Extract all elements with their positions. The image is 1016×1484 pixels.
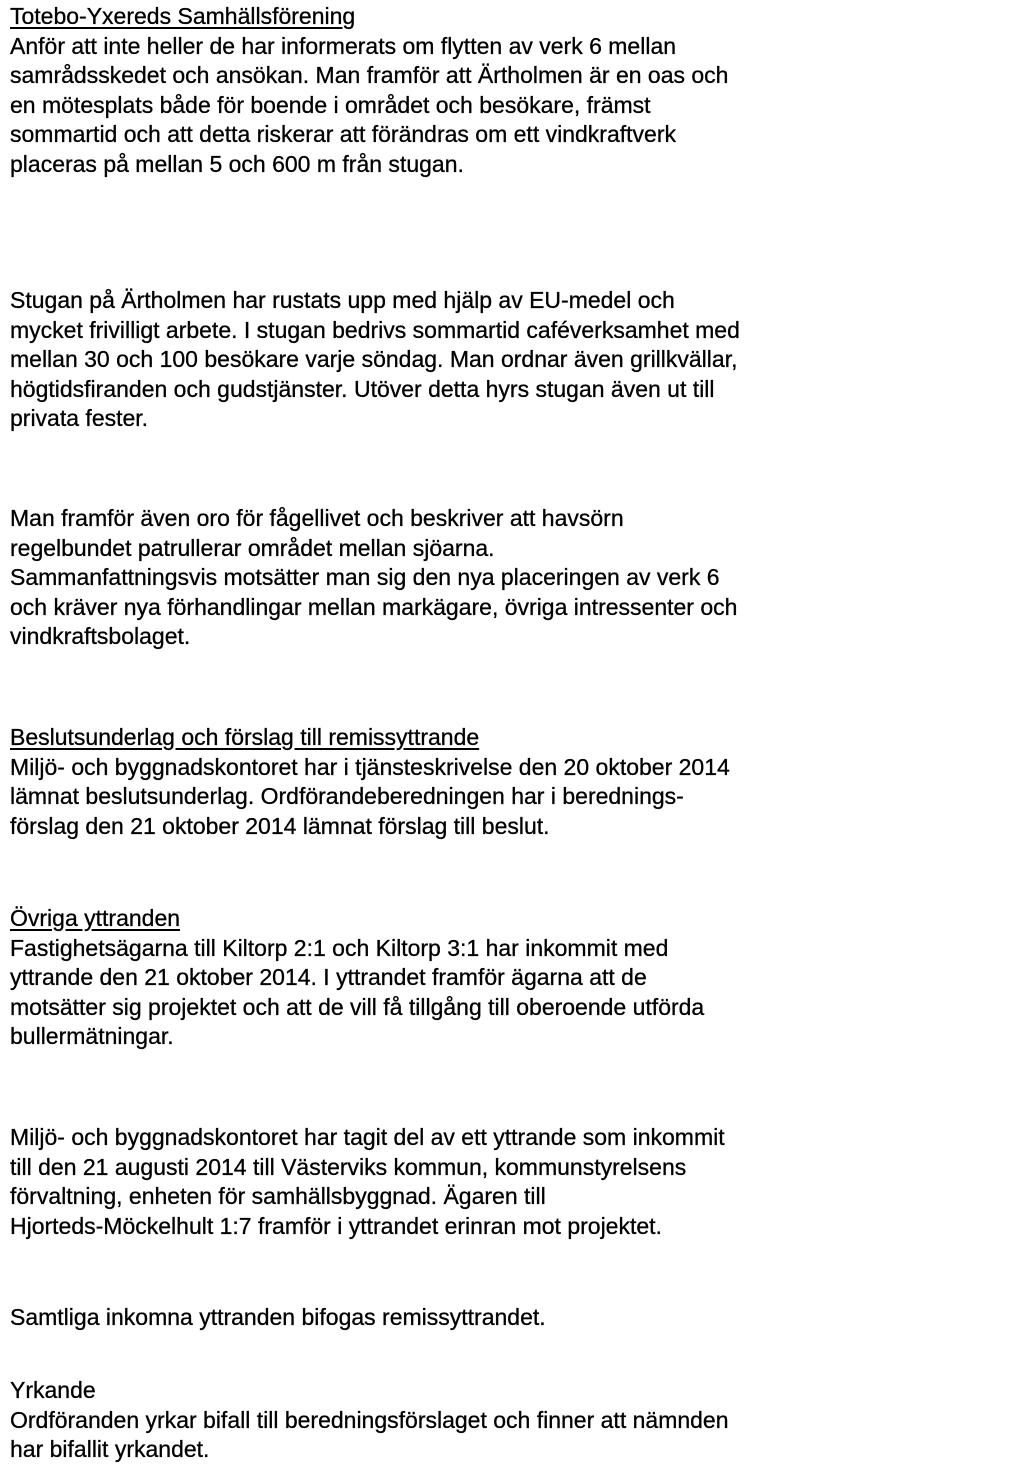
text-line: mellan 30 och 100 besökare varje söndag. Man ordnar även grillkvällar, (10, 346, 738, 373)
text-line: förslag den 21 oktober 2014 lämnat förslag till beslut. (10, 812, 550, 839)
section-heading: Övriga yttranden (10, 905, 181, 931)
paragraph-block (10, 286, 1010, 434)
text-line: privata fester. (10, 405, 149, 432)
text-line: och kräver nya förhandlingar mellan markägare, övriga intressenter och (10, 593, 738, 620)
paragraph-block (10, 1303, 1010, 1333)
section-beslutsunderlag (10, 723, 1010, 841)
text-line: har bifallit yrkandet. (10, 1436, 210, 1463)
paragraph (10, 504, 1010, 652)
text-line: motsätter sig projektet och att de vill få tillgång till oberoende utförda (10, 993, 705, 1020)
text-line: Miljö- och byggnadskontoret har tagit del av ett yttrande som inkommit (10, 1124, 725, 1150)
text-line: Sammanfattningsvis motsätter man sig den nya placeringen av verk 6 (10, 564, 720, 591)
section-yrkande (10, 1376, 1010, 1465)
text-line: samrådsskedet och ansökan. Man framför att Ärtholmen är en oas och (10, 62, 729, 89)
text-line: bullermätningar. (10, 1023, 174, 1050)
text-line: placeras på mellan 5 och 600 m från stugan. (10, 150, 464, 177)
section-heading: Yrkande (10, 1377, 96, 1403)
paragraph-block (10, 504, 1010, 652)
paragraph (10, 1303, 1010, 1333)
text-line: Ordföranden yrkar bifall till beredningsförslaget och finner att nämnden (10, 1406, 729, 1433)
text-line: vindkraftsbolaget. (10, 623, 191, 650)
text-line: en mötesplats både för boende i området och besökare, främst (10, 91, 651, 118)
section-heading: Beslutsunderlag och förslag till remissyttrande (10, 724, 480, 750)
text-line: Hjorteds-Möckelhult 1:7 framför i yttrandet erinran mot projektet. (10, 1212, 662, 1239)
text-line: förvaltning, enheten för samhällsbyggnad. Ägaren till (10, 1183, 546, 1210)
paragraph (10, 934, 1010, 1052)
section-samhallsforening (10, 2, 1010, 180)
text-line: Samtliga inkomna yttranden bifogas remissyttrandet. (10, 1304, 546, 1330)
text-line: Stugan på Ärtholmen har rustats upp med hjälp av EU-medel och (10, 287, 675, 313)
text-line: Man framför även oro för fågellivet och beskriver att havsörn (10, 505, 624, 531)
text-line: yttrande den 21 oktober 2014. I yttrandet framför ägarna att de (10, 964, 647, 991)
text-line: Anför att inte heller de har informerats om flytten av verk 6 mellan (10, 32, 677, 59)
paragraph-block (10, 1123, 1010, 1241)
text-line: Miljö- och byggnadskontoret har i tjänsteskrivelse den 20 oktober 2014 (10, 753, 730, 780)
paragraph (10, 286, 1010, 434)
text-line: Fastighetsägarna till Kiltorp 2:1 och Kiltorp 3:1 har inkommit med (10, 934, 669, 961)
paragraph (10, 32, 1010, 180)
text-line: mycket frivilligt arbete. I stugan bedrivs sommartid caféverksamhet med (10, 316, 740, 343)
text-line: till den 21 augusti 2014 till Västerviks kommun, kommunstyrelsens (10, 1153, 687, 1180)
text-line: högtidsfiranden och gudstjänster. Utöver detta hyrs stugan även ut till (10, 375, 715, 402)
section-heading: Totebo-Yxereds Samhällsförening (10, 3, 356, 29)
paragraph (10, 1406, 1010, 1465)
paragraph (10, 753, 1010, 842)
text-line: regelbundet patrullerar området mellan sjöarna. (10, 534, 495, 561)
text-line: sommartid och att detta riskerar att förändras om ett vindkraftverk (10, 121, 676, 148)
text-line: lämnat beslutsunderlag. Ordförandeberedningen har i berednings- (10, 783, 684, 810)
section-ovriga-yttranden (10, 904, 1010, 1052)
paragraph (10, 1123, 1010, 1241)
